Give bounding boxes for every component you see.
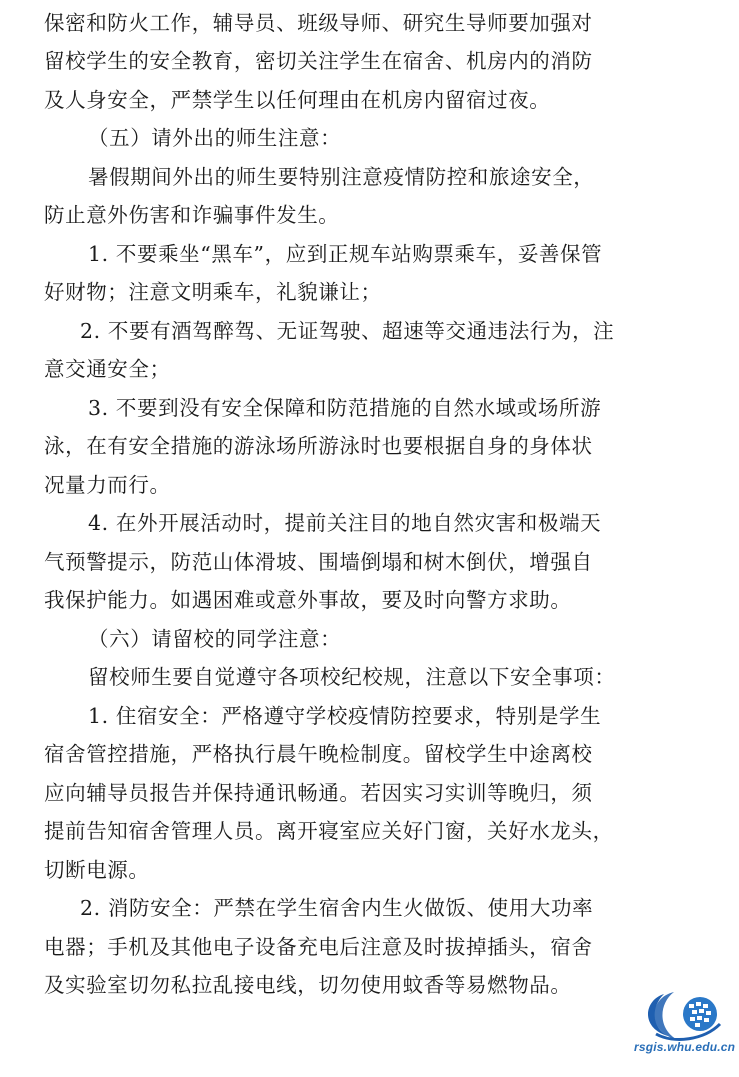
section-heading: （五）请外出的师生注意： — [88, 126, 342, 150]
list-item: 2. 消防安全：严禁在学生宿舍内生火做饭、使用大功率 — [80, 896, 594, 920]
text-line: 提前告知宿舍管理人员。离开寝室应关好门窗，关好水龙头， — [44, 819, 614, 843]
watermark-url: rsgis.whu.edu.cn — [634, 1040, 736, 1054]
text-line: 暑假期间外出的师生要特别注意疫情防控和旅途安全， — [88, 165, 595, 189]
list-item: 1. 住宿安全：严格遵守学校疫情防控要求，特别是学生 — [88, 704, 602, 728]
text-line: 意交通安全； — [44, 357, 171, 381]
text-line: 保密和防火工作，辅导员、班级导师、研究生导师要加强对 — [44, 11, 593, 35]
globe-logo-icon — [634, 988, 726, 1044]
text-line: 气预警提示，防范山体滑坡、围墙倒塌和树木倒伏，增强自 — [44, 550, 593, 574]
text-line: 应向辅导员报告并保持通讯畅通。若因实习实训等晚归，须 — [44, 781, 593, 805]
text-line: 泳，在有安全措施的游泳场所游泳时也要根据自身的身体状 — [44, 434, 593, 458]
text-line: 切断电源。 — [44, 858, 150, 882]
list-item: 2. 不要有酒驾醉驾、无证驾驶、超速等交通违法行为，注 — [80, 319, 615, 343]
text-line: 况量力而行。 — [44, 473, 171, 497]
list-item: 3. 不要到没有安全保障和防范措施的自然水域或场所游 — [88, 396, 602, 420]
list-item: 1. 不要乘坐“黑车”，应到正规车站购票乘车，妥善保管 — [88, 242, 603, 266]
watermark-logo — [634, 988, 736, 1068]
text-line: 好财物；注意文明乘车，礼貌谦让； — [44, 280, 382, 304]
text-line: 及实验室切勿私拉乱接电线，切勿使用蚊香等易燃物品。 — [44, 973, 572, 997]
list-item: 4. 在外开展活动时，提前关注目的地自然灾害和极端天 — [88, 511, 602, 535]
section-heading: （六）请留校的同学注意： — [88, 627, 342, 651]
text-line: 留校师生要自觉遵守各项校纪校规，注意以下安全事项： — [88, 665, 616, 689]
text-line: 电器；手机及其他电子设备充电后注意及时拔掉插头，宿舍 — [44, 935, 593, 959]
text-line: 我保护能力。如遇困难或意外事故，要及时向警方求助。 — [44, 588, 572, 612]
text-line: 及人身安全，严禁学生以任何理由在机房内留宿过夜。 — [44, 88, 551, 112]
text-line: 宿舍管控措施，严格执行晨午晚检制度。留校学生中途离校 — [44, 742, 593, 766]
text-line: 留校学生的安全教育，密切关注学生在宿舍、机房内的消防 — [44, 49, 593, 73]
text-line: 防止意外伤害和诈骗事件发生。 — [44, 203, 340, 227]
